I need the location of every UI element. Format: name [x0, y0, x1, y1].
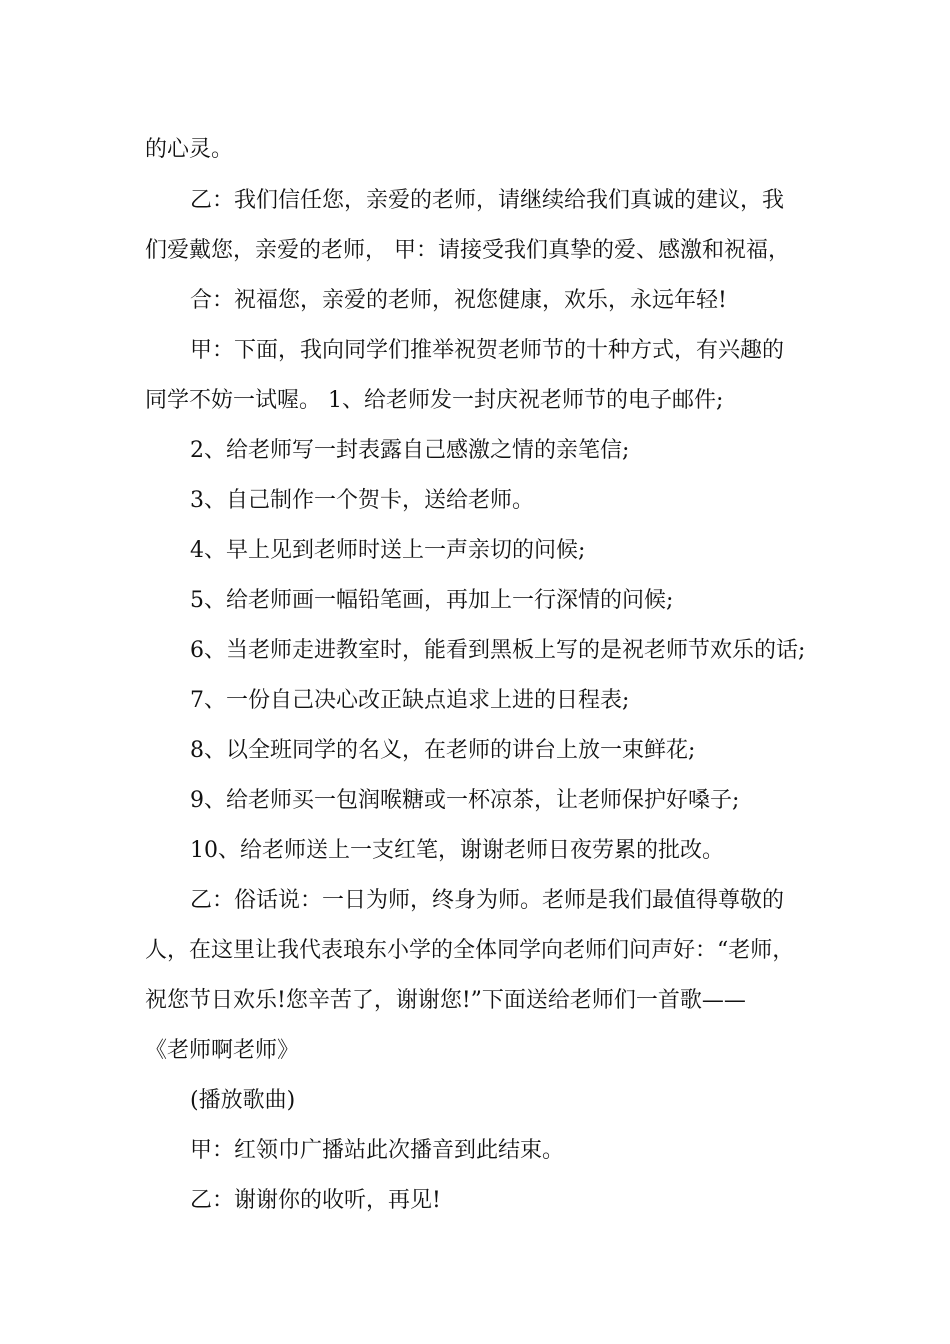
- text-line: 7、一份自己决心改正缺点追求上进的日程表;: [190, 688, 630, 713]
- text-line: 的心灵。: [145, 137, 234, 162]
- text-line: 2、给老师写一封表露自己感激之情的亲笔信;: [190, 438, 630, 463]
- text-line: 甲：红领巾广播站此次播音到此结束。: [190, 1138, 565, 1163]
- text-line: 同学不妨一试喔。 1、给老师发一封庆祝老师节的电子邮件;: [145, 388, 724, 413]
- text-line: 10、给老师送上一支红笔，谢谢老师日夜劳累的批改。: [190, 838, 724, 863]
- text-line: 祝您节日欢乐!您辛苦了，谢谢您!”下面送给老师们一首歌——: [145, 988, 746, 1013]
- text-line: 5、给老师画一幅铅笔画，再加上一行深情的问候;: [190, 588, 674, 613]
- text-line: 们爱戴您，亲爱的老师， 甲：请接受我们真挚的爱、感激和祝福，: [145, 238, 790, 263]
- text-line: 乙：我们信任您，亲爱的老师，请继续给我们真诚的建议，我: [190, 188, 785, 213]
- text-line: 合：祝福您，亲爱的老师，祝您健康，欢乐，永远年轻!: [190, 288, 727, 313]
- text-line: 甲：下面，我向同学们推举祝贺老师节的十种方式，有兴趣的: [190, 338, 785, 363]
- text-line: 9、给老师买一包润喉糖或一杯凉茶，让老师保护好嗓子;: [190, 788, 740, 813]
- text-line: 人，在这里让我代表琅东小学的全体同学向老师们问声好：“老师，: [145, 938, 795, 963]
- text-line: 《老师啊老师》: [145, 1038, 300, 1063]
- text-line: 乙：谢谢你的收听，再见!: [190, 1188, 441, 1213]
- text-line: 8、以全班同学的名义，在老师的讲台上放一束鲜花;: [190, 738, 696, 763]
- text-line: 6、当老师走进教室时，能看到黑板上写的是祝老师节欢乐的话;: [190, 638, 806, 663]
- text-line: 3、自己制作一个贺卡，送给老师。: [190, 488, 534, 513]
- text-line: 4、早上见到老师时送上一声亲切的问候;: [190, 538, 586, 563]
- text-line: (播放歌曲): [190, 1088, 296, 1113]
- text-line: 乙：俗话说：一日为师，终身为师。老师是我们最值得尊敬的: [190, 888, 785, 913]
